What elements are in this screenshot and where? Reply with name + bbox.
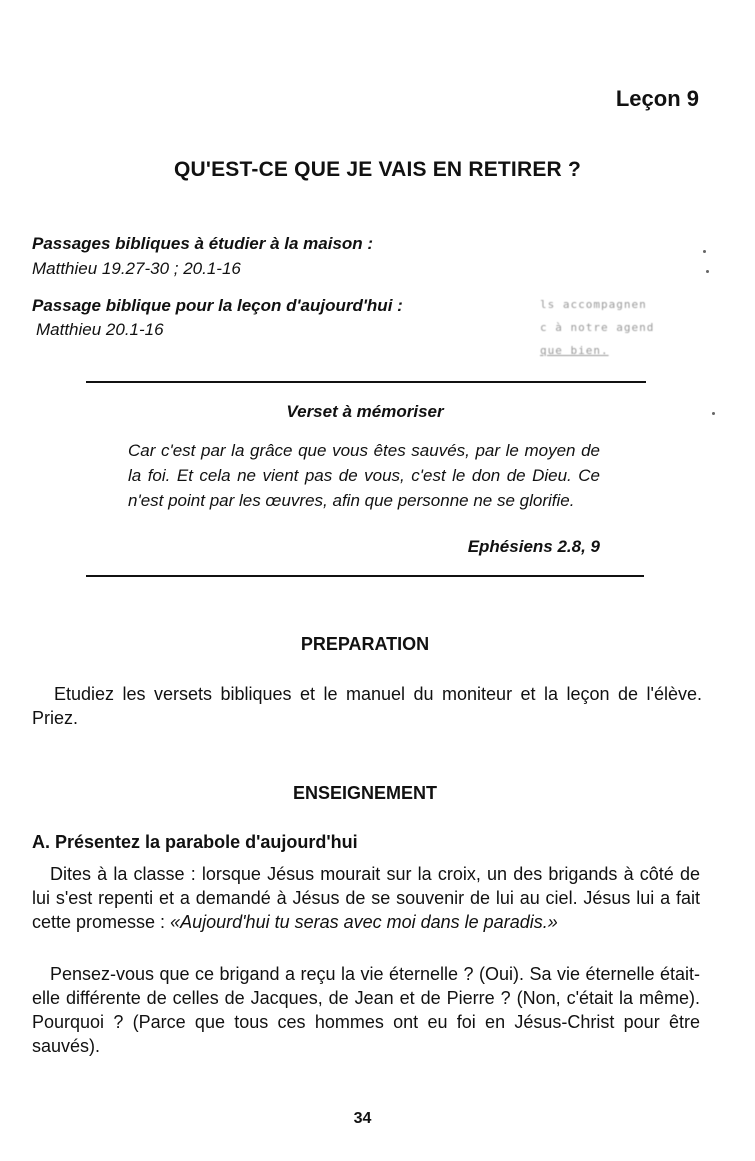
memory-verse-text: Car c'est par la grâce que vous êtes sauvés, par le moyen de la foi. Et cela ne vient pas de vous, c'est le don de Dieu. Ce n'est point par les œuvres, afin que personne ne se glorifie. [128, 441, 600, 510]
lesson-number: Leçon 9 [615, 86, 699, 111]
memory-verse-reference: Ephésiens 2.8, 9 [467, 537, 600, 556]
stamp-line: c à notre agend [540, 321, 655, 334]
lesson-passage-ref: Matthieu 20.1-16 [36, 320, 164, 339]
paragraph-text: Dites à la classe : lorsque Jésus mourait sur la croix, un des brigands à côté de lui s'est repenti et a demandé à Jésus de se souvenir de lui au ciel. Jésus lui a fait cette promesse : [32, 864, 700, 932]
divider-top [86, 381, 646, 383]
preparation-heading: PREPARATION [300, 634, 430, 654]
jesus-quote: «Aujourd'hui tu seras avec moi dans le paradis.» [170, 912, 558, 932]
preparation-text: Etudiez les versets bibliques et le manuel du moniteur et la leçon de l'élève. Priez. [32, 684, 702, 728]
home-passages-label: Passages bibliques à étudier à la maison : [32, 234, 374, 253]
home-passages-ref: Matthieu 19.27-30 ; 20.1-16 [32, 259, 241, 278]
page-title: QU'EST-CE QUE JE VAIS EN RETIRER ? [174, 158, 581, 181]
stamp-line: ls accompagnen [540, 298, 647, 311]
divider-bottom [86, 575, 644, 577]
teaching-paragraph-1 [32, 862, 700, 934]
teaching-paragraph-2: Pensez-vous que ce brigand a reçu la vie éternelle ? (Oui). Sa vie éternelle était-elle différente de celles de Jacques, de Jean et de Pierre ? (Non, c'était la même). Pourquoi ? (Parce que tous ces hommes ont eu foi en Jésus-Christ pour être sauvés). [32, 964, 700, 1056]
scan-speck [703, 250, 706, 253]
page-number: 34 [353, 1110, 372, 1127]
faded-stamp [540, 298, 710, 398]
memory-verse-heading: Verset à mémoriser [286, 402, 444, 421]
stamp-line: que bien. [540, 344, 609, 357]
teaching-heading: ENSEIGNEMENT [292, 783, 438, 803]
lesson-passage-label: Passage biblique pour la leçon d'aujourd'hui : [32, 296, 403, 315]
teaching-subheading: A. Présentez la parabole d'aujourd'hui [32, 832, 358, 852]
scan-speck [706, 270, 709, 273]
